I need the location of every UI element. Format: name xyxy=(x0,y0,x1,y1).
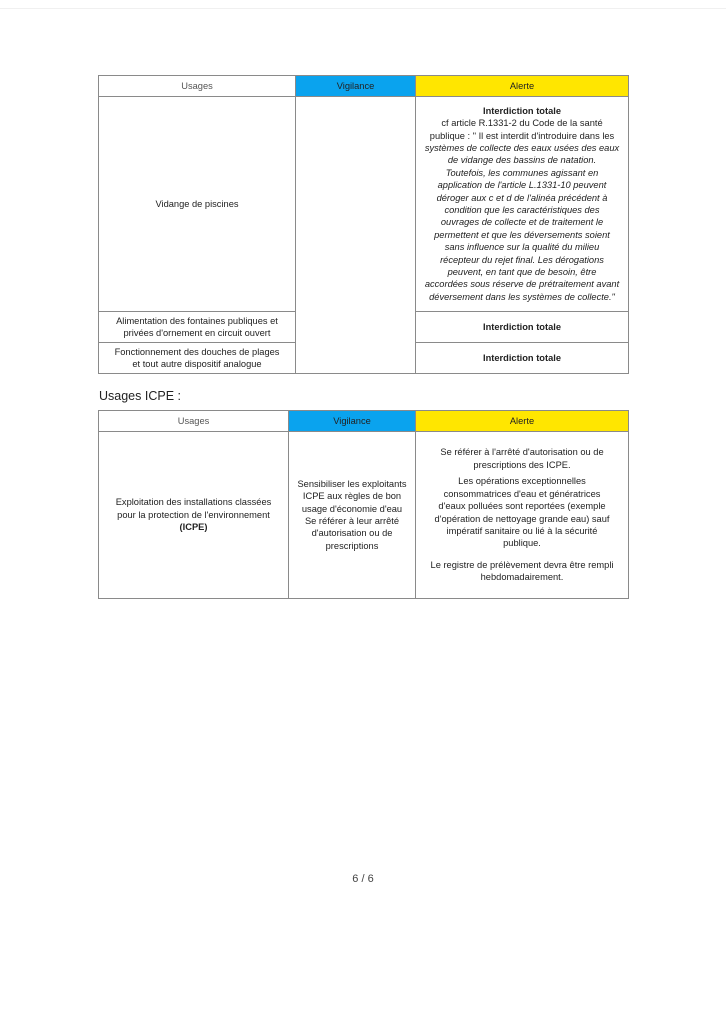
text-line: et tout autre dispositif analogue xyxy=(132,359,262,369)
header-usages: Usages xyxy=(99,76,296,97)
text-line: prescriptions xyxy=(325,540,379,551)
text-line: Fonctionnement des douches de plages xyxy=(114,346,280,357)
header-vigilance: Vigilance xyxy=(289,411,416,432)
usage-cell xyxy=(99,432,289,599)
text-line: Se référer à leur arrêté xyxy=(304,516,400,526)
text-line: application de l'article L.1331-10 peuvent xyxy=(437,180,607,191)
alert-cell: Interdiction totale xyxy=(416,312,629,343)
text-line: usage d'économie d'eau xyxy=(301,503,403,514)
text-line: Se référer à l'arrêté d'autorisation ou de xyxy=(440,447,604,458)
text-line: cf article R.1331-2 du Code de la santé xyxy=(441,118,603,129)
header-usages: Usages xyxy=(99,411,289,432)
text-line: prescriptions des ICPE. xyxy=(473,459,571,470)
text-line: ouvrages de collecte et de traitement le xyxy=(440,217,604,228)
text-line: ICPE aux règles de bon xyxy=(302,491,402,502)
restrictions-table-icpe xyxy=(98,410,629,599)
icpe-label: (ICPE) xyxy=(179,522,208,533)
text-line: pour la protection de l'environnement xyxy=(117,509,270,520)
text-line: Alimentation des fontaines publiques et xyxy=(116,315,278,326)
alert-cell xyxy=(416,97,629,312)
text-line: Le registre de prélèvement devra être rempli xyxy=(430,559,614,570)
text-line: Exploitation des installations classées xyxy=(115,497,272,508)
text-line: systèmes de collecte des eaux usées des eaux xyxy=(424,142,620,153)
table-header-row xyxy=(99,76,629,97)
text-line: d'eaux polluées sont reportées (exemple xyxy=(438,501,606,512)
section-title: Usages ICPE : xyxy=(99,389,181,403)
alert-title: Interdiction totale xyxy=(483,105,561,116)
text-line: hebdomadairement. xyxy=(480,572,564,583)
text-line: consommatrices d'eau et génératrices xyxy=(443,488,601,499)
text-line: accordées sous réserve de prétraitement avant xyxy=(424,279,620,290)
header-vigilance: Vigilance xyxy=(296,76,416,97)
page-number: 6 / 6 xyxy=(352,873,374,885)
text-line: permettent et que les déversements soient xyxy=(434,229,610,240)
header-alerte: Alerte xyxy=(416,76,629,97)
restrictions-table-general xyxy=(98,75,629,374)
text-line: Sensibiliser les exploitants xyxy=(297,478,407,489)
text-line: peuvent, en tant que de besoin, être xyxy=(447,267,597,278)
text-line: privées d'ornement en circuit ouvert xyxy=(123,328,271,338)
table-header-row xyxy=(99,411,629,432)
table-row xyxy=(99,97,629,312)
text-line: déversement dans les systèmes de collecte." xyxy=(429,291,615,302)
table-row xyxy=(99,432,629,599)
vigilance-cell xyxy=(289,432,416,599)
text-line: publique : " Il est interdit d'introduire dans les xyxy=(429,130,615,141)
text-line: déroger aux c et d de l'alinéa précédent à xyxy=(436,192,608,203)
text-line: de vidange des bassins de natation. xyxy=(447,155,597,166)
usage-cell: Vidange de piscines xyxy=(99,97,296,312)
text-line: Les opérations exceptionnelles xyxy=(458,476,586,487)
text-line: Toutefois, les communes agissant en xyxy=(445,167,599,178)
alert-cell xyxy=(416,432,629,599)
header-alerte: Alerte xyxy=(416,411,629,432)
text-line: d'autorisation ou de xyxy=(311,528,393,539)
usage-cell xyxy=(99,343,296,374)
text-line: récepteur du rejet final. Les dérogations xyxy=(440,254,604,265)
text-line: sans influence sur la qualité du milieu xyxy=(444,242,600,253)
text-line: condition que les caractéristiques des xyxy=(444,205,600,215)
page-top-edge xyxy=(0,8,726,9)
usage-cell xyxy=(99,312,296,343)
vigilance-cell-empty xyxy=(296,97,416,374)
text-line: d'opération de nettoyage grande eau) sauf xyxy=(434,513,610,524)
text-line: publique. xyxy=(503,538,541,549)
alert-cell: Interdiction totale xyxy=(416,343,629,374)
text-line: impératif sanitaire ou lié à la sécurité xyxy=(446,525,598,536)
